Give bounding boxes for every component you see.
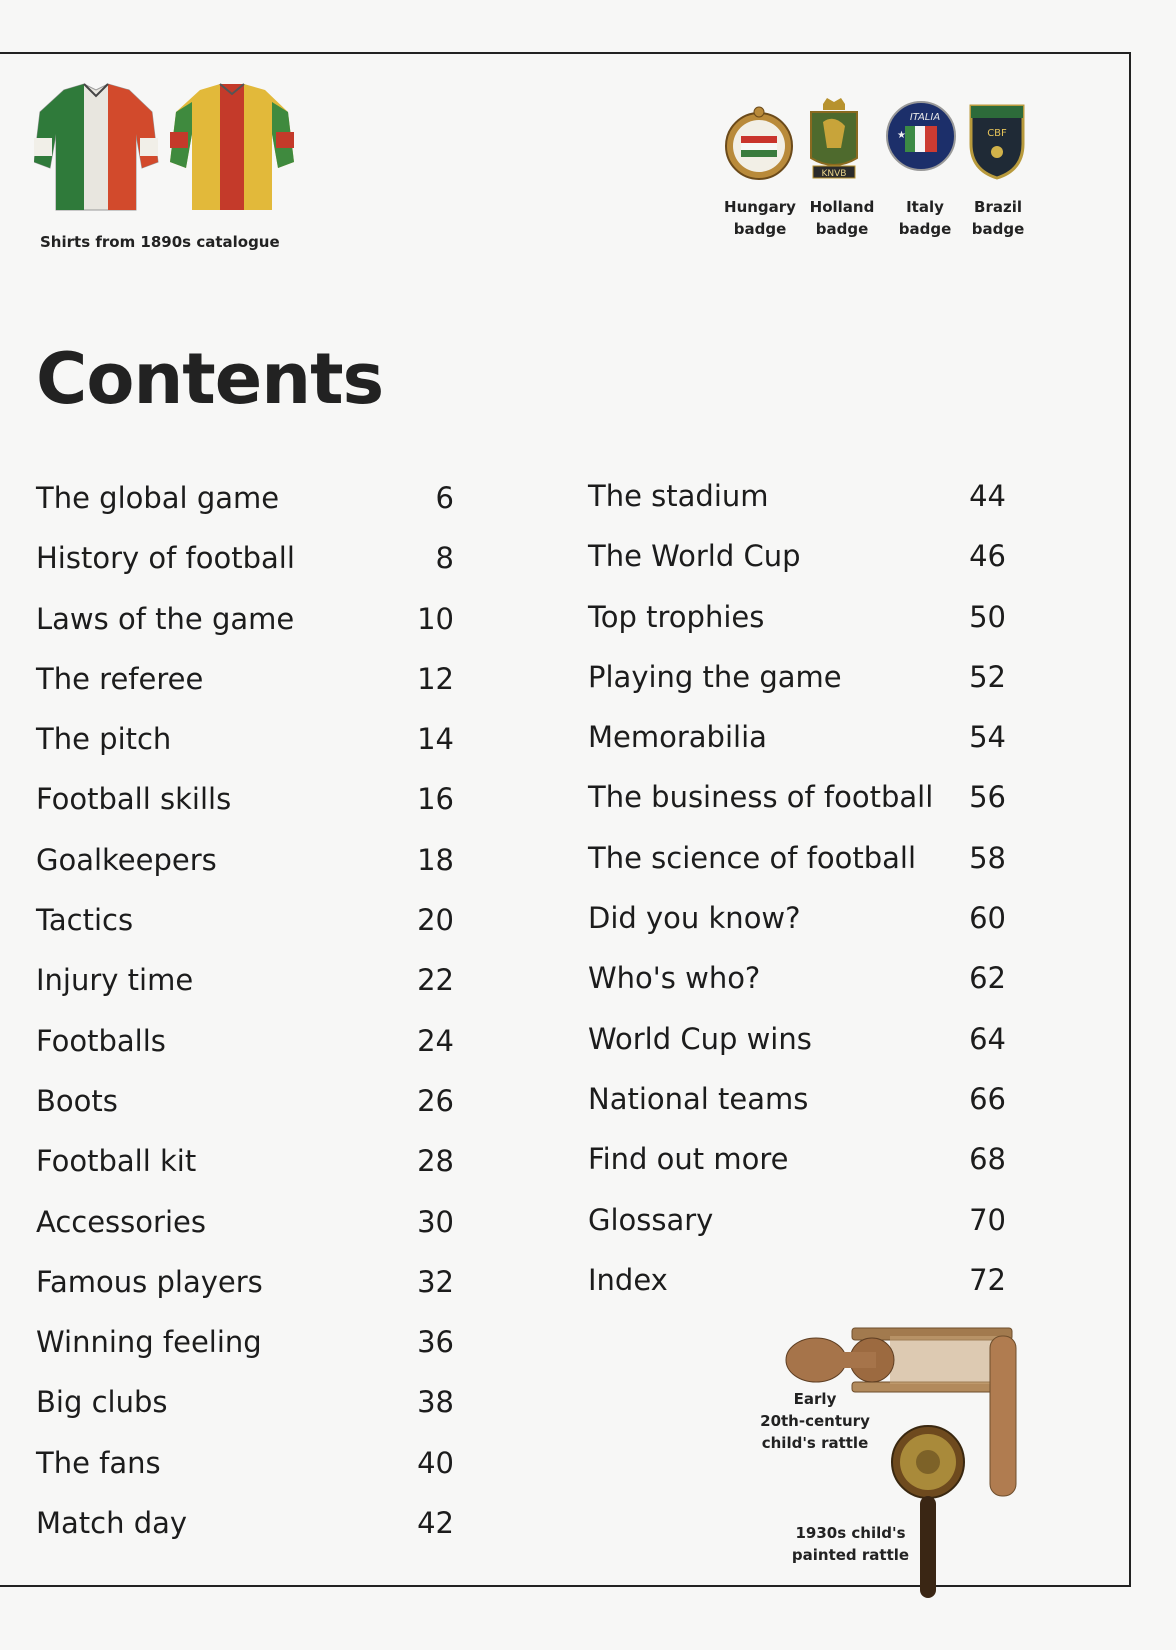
toc-entry-title: Memorabilia xyxy=(588,720,767,755)
toc-entry-title: The fans xyxy=(36,1445,161,1480)
caption-line: Hungary xyxy=(724,198,796,216)
toc-entry-page-number: 68 xyxy=(969,1142,1006,1177)
toc-entry-page-number: 28 xyxy=(417,1144,454,1179)
toc-entry xyxy=(36,649,454,709)
toc-entry-title: National teams xyxy=(588,1081,809,1116)
toc-entry xyxy=(36,1071,454,1131)
caption-line: 20th-century xyxy=(760,1412,870,1430)
toc-entry-page-number: 46 xyxy=(969,539,1006,574)
toc-entry xyxy=(36,1252,454,1312)
toc-entry-page-number: 50 xyxy=(969,599,1006,634)
toc-entry xyxy=(36,1192,454,1252)
toc-entry-page-number: 6 xyxy=(435,481,454,515)
brazil-badge-image xyxy=(967,100,1027,180)
caption-line: badge xyxy=(815,220,869,238)
toc-entry-title: The business of football xyxy=(588,780,934,815)
toc-entry xyxy=(588,647,1006,707)
painted-rattle-image xyxy=(888,1424,968,1600)
brazil-badge-text: CBF xyxy=(987,128,1007,139)
brazil-badge-caption xyxy=(958,196,1038,240)
caption-line: 1930s child's xyxy=(795,1524,906,1542)
caption-line: child's rattle xyxy=(761,1434,869,1452)
toc-entry xyxy=(588,466,1006,526)
toc-entry-title: Football kit xyxy=(36,1144,197,1179)
toc-entry-page-number: 60 xyxy=(969,901,1006,936)
caption-line: painted rattle xyxy=(791,1546,910,1564)
toc-entry-page-number: 44 xyxy=(969,479,1006,513)
toc-entry-title: The referee xyxy=(36,661,204,696)
toc-entry-title: Footballs xyxy=(36,1023,166,1058)
holland-badge-image xyxy=(807,96,861,184)
toc-entry xyxy=(588,587,1006,647)
toc-entry-title: Football skills xyxy=(36,782,232,817)
toc-entry xyxy=(36,709,454,769)
toc-entry xyxy=(588,1250,1006,1310)
toc-entry xyxy=(36,1372,454,1432)
toc-entry xyxy=(588,1190,1006,1250)
toc-entry-page-number: 70 xyxy=(969,1202,1006,1237)
toc-entry-page-number: 56 xyxy=(969,780,1006,815)
caption-line: badge xyxy=(733,220,787,238)
toc-entry xyxy=(36,1433,454,1493)
toc-entry xyxy=(588,1009,1006,1069)
toc-entry-page-number: 18 xyxy=(417,842,454,877)
shirts-caption: Shirts from 1890s catalogue xyxy=(40,233,280,251)
toc-entry-title: Playing the game xyxy=(588,659,842,694)
toc-entry-page-number: 16 xyxy=(417,782,454,817)
italy-badge-text: ITALIA xyxy=(909,112,941,123)
caption-line: Early xyxy=(793,1390,837,1408)
green-red-white-shirt-image xyxy=(34,82,159,214)
toc-entry xyxy=(588,1129,1006,1189)
toc-entry-page-number: 22 xyxy=(417,963,454,998)
toc-entry xyxy=(36,950,454,1010)
toc-entry-title: Find out more xyxy=(588,1142,789,1177)
page-title: Contents xyxy=(36,338,384,420)
toc-entry xyxy=(36,1131,454,1191)
toc-entry-title: History of football xyxy=(36,541,295,576)
toc-entry-page-number: 52 xyxy=(969,659,1006,694)
toc-entry xyxy=(588,1069,1006,1129)
hungary-badge-caption xyxy=(718,196,802,240)
toc-entry-page-number: 26 xyxy=(417,1083,454,1118)
toc-entry-page-number: 36 xyxy=(417,1325,454,1360)
toc-entry-page-number: 14 xyxy=(417,722,454,757)
caption-line: Brazil xyxy=(974,198,1022,216)
toc-entry-page-number: 30 xyxy=(417,1204,454,1239)
toc-entry xyxy=(36,468,454,528)
toc-entry-title: The science of football xyxy=(588,840,917,875)
toc-entry xyxy=(36,589,454,649)
toc-entry-page-number: 42 xyxy=(417,1506,454,1541)
toc-entry-title: Injury time xyxy=(36,963,194,998)
toc-entry-title: Glossary xyxy=(588,1202,714,1237)
toc-entry-title: The World Cup xyxy=(588,539,801,574)
holland-badge-caption xyxy=(800,196,884,240)
toc-entry-page-number: 32 xyxy=(417,1264,454,1299)
holland-badge-text: KNVB xyxy=(821,169,847,179)
caption-line: Holland xyxy=(809,198,875,216)
toc-entry-page-number: 8 xyxy=(435,541,454,576)
toc-entry-title: Famous players xyxy=(36,1264,263,1299)
toc-entry-title: Accessories xyxy=(36,1204,206,1239)
toc-entry-page-number: 72 xyxy=(969,1262,1006,1297)
painted-rattle-caption xyxy=(778,1522,923,1566)
toc-entry xyxy=(588,828,1006,888)
caption-line: badge xyxy=(898,220,952,238)
toc-entry xyxy=(588,948,1006,1008)
italy-badge-caption xyxy=(885,196,965,240)
hungary-badge-image xyxy=(723,106,795,182)
toc-entry-page-number: 24 xyxy=(417,1023,454,1058)
toc-entry-title: Goalkeepers xyxy=(36,842,217,877)
toc-entry xyxy=(588,526,1006,586)
toc-entry-title: Big clubs xyxy=(36,1385,168,1420)
toc-entry-page-number: 20 xyxy=(417,903,454,938)
yellow-red-green-shirt-image xyxy=(170,82,295,214)
toc-entry-title: The pitch xyxy=(36,722,172,757)
toc-right-column xyxy=(588,466,1006,1310)
toc-entry-title: Winning feeling xyxy=(36,1325,262,1360)
toc-entry-title: World Cup wins xyxy=(588,1021,812,1056)
toc-entry-title: Laws of the game xyxy=(36,601,295,636)
toc-entry xyxy=(588,888,1006,948)
toc-entry-title: The stadium xyxy=(588,479,769,513)
toc-entry-page-number: 58 xyxy=(969,840,1006,875)
toc-entry-page-number: 10 xyxy=(417,601,454,636)
toc-entry-page-number: 40 xyxy=(417,1445,454,1480)
toc-entry-page-number: 12 xyxy=(417,661,454,696)
toc-entry xyxy=(36,830,454,890)
toc-entry xyxy=(588,707,1006,767)
toc-entry-title: Tactics xyxy=(36,903,134,938)
toc-entry-page-number: 54 xyxy=(969,720,1006,755)
toc-entry xyxy=(588,767,1006,827)
caption-line: Italy xyxy=(906,198,944,216)
toc-entry-page-number: 64 xyxy=(969,1021,1006,1056)
toc-left-column xyxy=(36,468,454,1553)
caption-line: badge xyxy=(971,220,1025,238)
toc-entry xyxy=(36,890,454,950)
toc-entry-page-number: 38 xyxy=(417,1385,454,1420)
toc-entry-page-number: 62 xyxy=(969,961,1006,996)
toc-entry xyxy=(36,1493,454,1553)
toc-entry-title: Boots xyxy=(36,1083,118,1118)
toc-entry-page-number: 66 xyxy=(969,1081,1006,1116)
toc-entry xyxy=(36,528,454,588)
toc-entry-title: The global game xyxy=(36,481,280,515)
toc-entry-title: Top trophies xyxy=(588,599,765,634)
star-icon: ★ xyxy=(897,130,906,141)
early-rattle-caption xyxy=(745,1388,885,1454)
toc-entry-title: Match day xyxy=(36,1506,188,1541)
toc-entry-title: Did you know? xyxy=(588,901,801,936)
toc-entry-title: Index xyxy=(588,1262,668,1297)
toc-entry xyxy=(36,1011,454,1071)
toc-entry-title: Who's who? xyxy=(588,961,761,996)
toc-entry xyxy=(36,769,454,829)
toc-entry xyxy=(36,1312,454,1372)
italy-badge-image xyxy=(885,100,957,172)
